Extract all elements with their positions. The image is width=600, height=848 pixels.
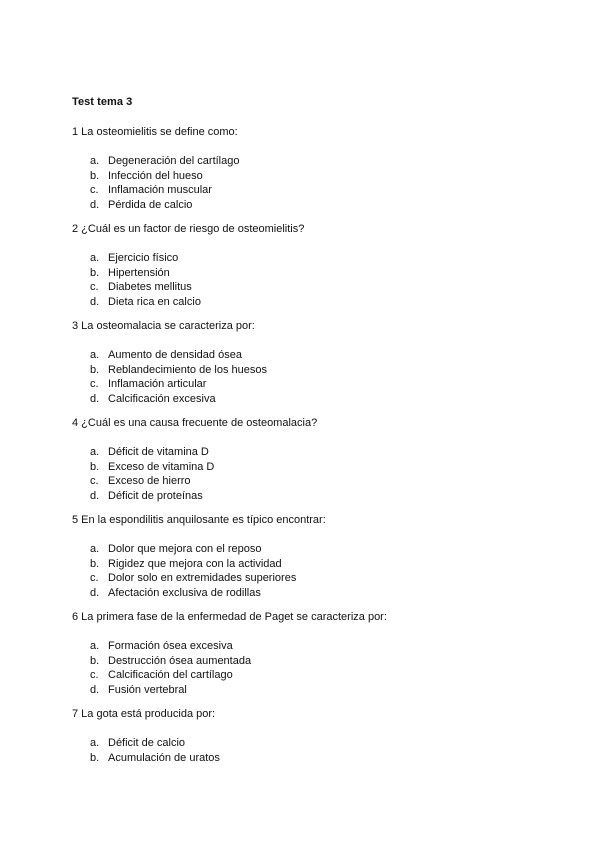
option-letter: b. <box>90 363 100 376</box>
option-text: Fusión vertebral <box>108 683 187 696</box>
option-letter: d. <box>90 295 100 308</box>
option-text: Dolor que mejora con el reposo <box>108 543 262 555</box>
question-7 <box>72 707 572 765</box>
option-item <box>72 266 572 281</box>
option-letter: a. <box>90 543 100 555</box>
option-item <box>72 489 572 504</box>
option-item <box>72 348 572 363</box>
question-text: 2 ¿Cuál es un factor de riesgo de osteomielitis? <box>72 223 305 235</box>
option-item <box>72 571 572 586</box>
option-item <box>72 295 572 310</box>
option-letter: d. <box>90 683 100 696</box>
option-item <box>72 363 572 378</box>
option-letter: a. <box>90 349 100 361</box>
option-text: Formación ósea excesiva <box>108 640 233 652</box>
question-2 <box>72 222 572 309</box>
option-text: Hipertensión <box>108 266 170 279</box>
option-letter: b. <box>90 751 100 764</box>
question-text: 3 La osteomalacia se caracteriza por: <box>72 320 255 332</box>
option-letter: c. <box>90 669 99 682</box>
question-text: 7 La gota está producida por: <box>72 708 216 720</box>
option-item <box>72 183 572 198</box>
option-text: Aumento de densidad ósea <box>108 349 242 361</box>
option-text: Rigidez que mejora con la actividad <box>108 557 282 570</box>
question-text: 1 La osteomielitis se define como: <box>72 126 238 138</box>
option-item <box>72 280 572 295</box>
option-item <box>72 169 572 184</box>
option-letter: b. <box>90 460 100 473</box>
option-letter: d. <box>90 198 100 211</box>
option-item <box>72 683 572 698</box>
option-list <box>72 251 572 309</box>
option-item <box>72 377 572 392</box>
option-list <box>72 154 572 212</box>
option-text: Exceso de hierro <box>108 475 191 488</box>
option-letter: c. <box>90 378 99 391</box>
option-item <box>72 474 572 489</box>
option-item <box>72 542 572 557</box>
question-text: 4 ¿Cuál es una causa frecuente de osteomalacia? <box>72 417 318 429</box>
option-text: Destrucción ósea aumentada <box>108 654 252 667</box>
option-text: Dolor solo en extremidades superiores <box>108 572 297 585</box>
question-5 <box>72 513 572 600</box>
option-text: Dieta rica en calcio <box>108 295 201 308</box>
option-letter: d. <box>90 392 100 405</box>
option-letter: a. <box>90 252 100 264</box>
option-item <box>72 654 572 669</box>
option-item <box>72 557 572 572</box>
option-letter: c. <box>90 281 99 294</box>
page-title: Test tema 3 <box>72 96 133 108</box>
option-letter: c. <box>90 475 99 488</box>
option-letter: b. <box>90 266 100 279</box>
option-list <box>72 736 572 765</box>
question-6 <box>72 610 572 697</box>
option-list <box>72 542 572 600</box>
question-4 <box>72 416 572 503</box>
option-item <box>72 736 572 751</box>
option-text: Exceso de vitamina D <box>108 460 215 473</box>
option-text: Ejercicio físico <box>108 252 179 264</box>
option-text: Déficit de calcio <box>108 737 186 749</box>
option-item <box>72 154 572 169</box>
option-item <box>72 251 572 266</box>
option-list <box>72 639 572 697</box>
option-letter: a. <box>90 737 100 749</box>
question-1 <box>72 125 572 212</box>
option-text: Inflamación articular <box>108 378 207 391</box>
option-letter: b. <box>90 169 100 182</box>
option-letter: d. <box>90 586 100 599</box>
question-text: 5 En la espondilitis anquilosante es típico encontrar: <box>72 514 326 526</box>
option-item <box>72 639 572 654</box>
option-text: Déficit de vitamina D <box>108 446 209 458</box>
option-text: Déficit de proteínas <box>108 489 203 502</box>
option-letter: c. <box>90 572 99 585</box>
option-text: Acumulación de uratos <box>108 751 220 764</box>
option-text: Infección del hueso <box>108 169 203 182</box>
option-letter: a. <box>90 446 100 458</box>
option-text: Reblandecimiento de los huesos <box>108 363 267 376</box>
option-letter: b. <box>90 654 100 667</box>
option-text: Degeneración del cartílago <box>108 155 240 167</box>
option-text: Calcificación del cartílago <box>108 669 233 682</box>
option-letter: d. <box>90 489 100 502</box>
question-text: 6 La primera fase de la enfermedad de Paget se caracteriza por: <box>72 611 387 623</box>
option-text: Diabetes mellitus <box>108 281 192 294</box>
option-item <box>72 460 572 475</box>
option-item <box>72 751 572 766</box>
option-list <box>72 445 572 503</box>
option-letter: c. <box>90 184 99 197</box>
option-item <box>72 445 572 460</box>
option-letter: a. <box>90 155 100 167</box>
option-letter: a. <box>90 640 100 652</box>
option-item <box>72 198 572 213</box>
option-item <box>72 668 572 683</box>
option-text: Inflamación muscular <box>108 184 212 197</box>
option-list <box>72 348 572 406</box>
option-letter: b. <box>90 557 100 570</box>
option-item <box>72 586 572 601</box>
question-3 <box>72 319 572 406</box>
option-text: Pérdida de calcio <box>108 198 193 211</box>
option-item <box>72 392 572 407</box>
option-text: Afectación exclusiva de rodillas <box>108 586 261 599</box>
option-text: Calcificación excesiva <box>108 392 216 405</box>
